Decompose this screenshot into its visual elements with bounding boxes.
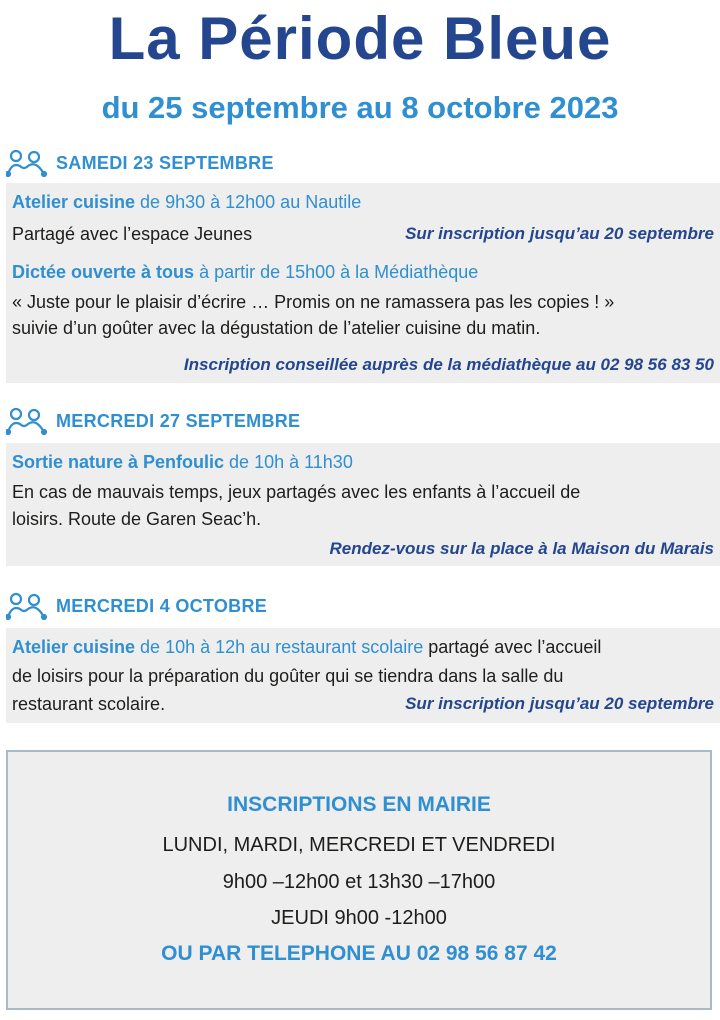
activity-text: de loisirs pour la préparation du goûter qui se tiendra dans la salle du [12, 666, 564, 686]
day-box [6, 628, 720, 723]
activity-title [12, 261, 720, 283]
activity-text: En cas de mauvais temps, jeux partagés avec les enfants à l’accueil de [12, 482, 581, 502]
day-box [6, 443, 720, 566]
activity-detail: de 10h à 12h au restaurant scolaire [135, 637, 424, 657]
activity-title [12, 451, 720, 473]
page-title: La Période Bleue [108, 5, 612, 72]
page-subtitle: du 25 septembre au 8 octobre 2023 [101, 90, 619, 125]
day-label: MERCREDI 27 SEPTEMBRE [56, 410, 301, 431]
activity-note: Sur inscription jusqu’au 20 septembre [405, 694, 714, 713]
activity-detail: de 10h à 11h30 [224, 452, 353, 472]
activity-name: Atelier cuisine [12, 192, 136, 212]
inscriptions-days: LUNDI, MARDI, MERCREDI ET VENDREDI [162, 834, 556, 856]
people-icon [6, 148, 48, 178]
activity-note: Inscription conseillée auprès de la médiathèque au 02 98 56 83 50 [183, 355, 714, 374]
day-label: SAMEDI 23 SEPTEMBRE [56, 152, 274, 173]
inscriptions-heading: INSCRIPTIONS EN MAIRIE [227, 793, 491, 816]
day-heading [6, 148, 274, 178]
inscriptions-phone: OU PAR TELEPHONE AU 02 98 56 87 42 [161, 942, 557, 965]
activity-text: Partagé avec l’espace Jeunes [12, 224, 253, 244]
activity-note: Sur inscription jusqu’au 20 septembre [405, 224, 714, 243]
activity-text: loisirs. Route de Garen Seac’h. [12, 509, 262, 529]
activity-name: Atelier cuisine [12, 637, 136, 657]
inscriptions-thursday: JEUDI 9h00 -12h00 [271, 907, 447, 929]
people-icon [6, 591, 48, 621]
inscriptions-box [6, 750, 712, 1010]
people-icon [6, 406, 48, 436]
activity-detail: à partir de 15h00 à la Médiathèque [194, 262, 479, 282]
day-heading [6, 591, 267, 621]
activity-note: Rendez-vous sur la place à la Maison du Marais [329, 539, 714, 558]
day-label: MERCREDI 4 OCTOBRE [56, 595, 268, 616]
activity-text: suivie d’un goûter avec la dégustation de l’atelier cuisine du matin. [12, 318, 541, 338]
day-heading [6, 406, 300, 436]
activity-name: Dictée ouverte à tous [12, 262, 195, 282]
activity-detail: de 9h30 à 12h00 au Nautile [135, 192, 362, 212]
activity-text: restaurant scolaire. [12, 694, 166, 714]
inscriptions-hours: 9h00 –12h00 et 13h30 –17h00 [222, 871, 496, 893]
activity-title [12, 191, 720, 213]
day-box [6, 183, 720, 383]
activity-name: Sortie nature à Penfoulic [12, 452, 225, 472]
activity-detail-plain: partagé avec l’accueil [423, 637, 602, 657]
activity-text: « Juste pour le plaisir d’écrire … Promis on ne ramassera pas les copies ! » [12, 292, 615, 312]
activity-title [12, 636, 720, 658]
